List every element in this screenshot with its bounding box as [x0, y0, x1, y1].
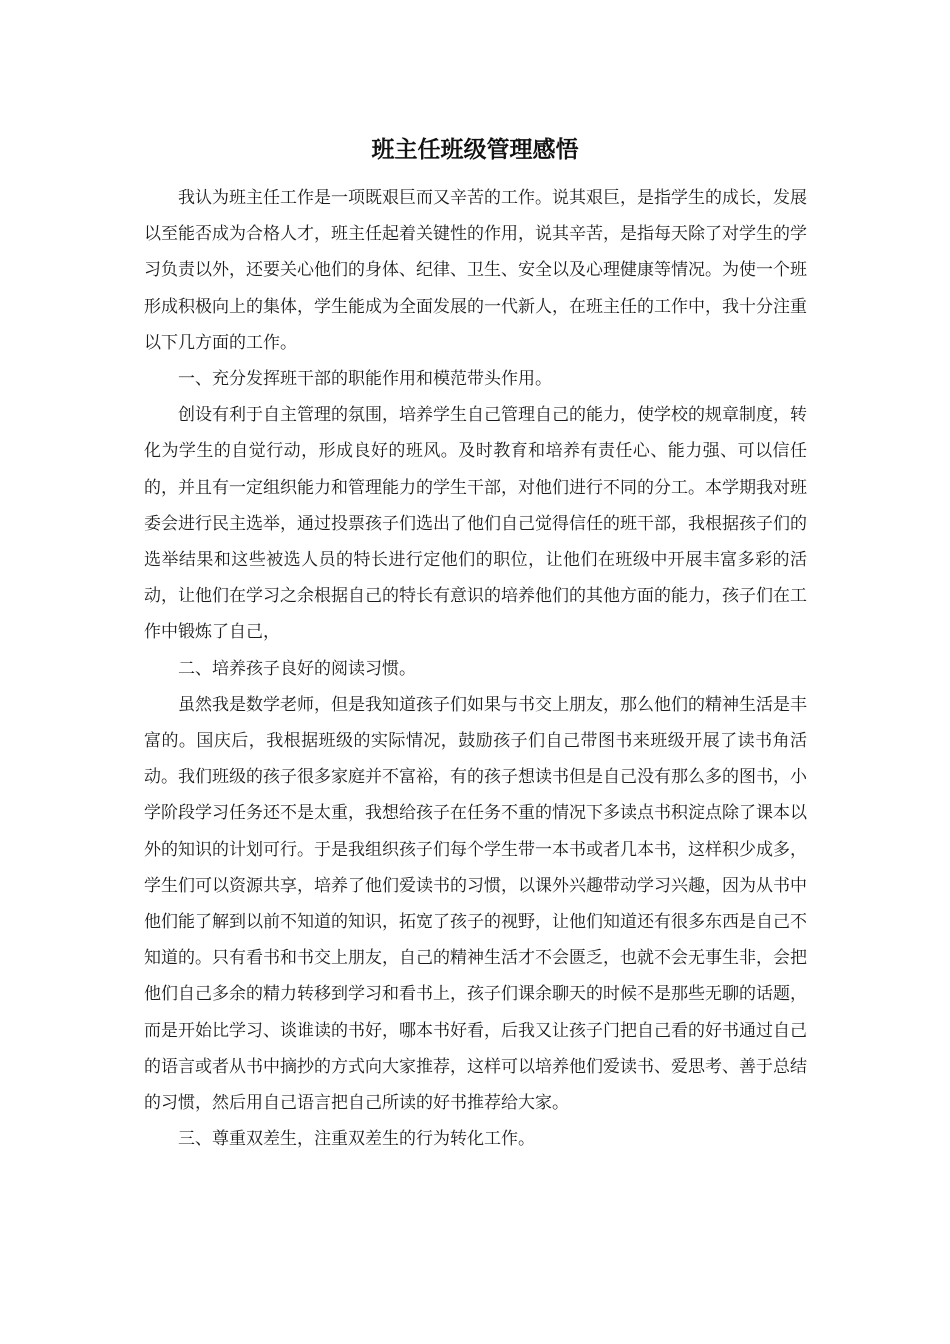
paragraph-section-1: 创设有利于自主管理的氛围，培养学生自己管理自己的能力，使学校的规章制度，转化为学生的自觉行动，形成良好的班风。及时教育和培养有责任心、能力强、可以信任的，并且有一定组织能力和管理能力的学生干部，对他们进行不同的分工。本学期我对班委会进行民主选举，通过投票孩子们选出了他们自己觉得信任的班干部，我根据孩子们的选举结果和这些被选人员的特长进行定他们的职位，让他们在班级中开展丰富多彩的活动，让他们在学习之余根据自己的特长有意识的培养他们的其他方面的能力，孩子们在工作中锻炼了自己， — [144, 405, 807, 643]
document-body — [144, 180, 807, 1157]
document-title: 班主任班级管理感悟 — [371, 136, 579, 163]
paragraph-intro: 我认为班主任工作是一项既艰巨而又辛苦的工作。说其艰巨，是指学生的成长，发展以至能否成为合格人才，班主任起着关键性的作用，说其辛苦，是指每天除了对学生的学习负责以外，还要关心他们的身体、纪律、卫生、安全以及心理健康等情况。为使一个班形成积极向上的集体，学生能成为全面发展的一代新人，在班主任的工作中，我十分注重以下几方面的工作。 — [144, 188, 807, 353]
section-heading-2: 二、培养孩子良好的阅读习惯。 — [178, 658, 416, 679]
section-heading-3: 三、尊重双差生，注重双差生的行为转化工作。 — [178, 1129, 535, 1150]
section-heading-1: 一、充分发挥班干部的职能作用和模范带头作用。 — [178, 369, 552, 390]
paragraph-section-2: 虽然我是数学老师，但是我知道孩子们如果与书交上朋友，那么他们的精神生活是丰富的。国庆后，我根据班级的实际情况，鼓励孩子们自己带图书来班级开展了读书角活动。我们班级的孩子很多家庭并不富裕，有的孩子想读书但是自己没有那么多的图书，小学阶段学习任务还不是太重，我想给孩子在任务不重的情况下多读点书积淀点除了课本以外的知识的计划可行。于是我组织孩子们每个学生带一本书或者几本书，这样积少成多，学生们可以资源共享，培养了他们爱读书的习惯，以课外兴趣带动学习兴趣，因为从书中他们能了解到以前不知道的知识，拓宽了孩子的视野，让他们知道还有很多东西是自己不知道的。只有看书和书交上朋友，自己的精神生活才不会匮乏，也就不会无事生非，会把他们自己多余的精力转移到学习和看书上，孩子们课余聊天的时候不是那些无聊的话题，而是开始比学习、谈谁读的书好，哪本书好看，后我又让孩子门把自己看的好书通过自己的语言或者从书中摘抄的方式向大家推荐，这样可以培养他们爱读书、爱思考、善于总结的习惯，然后用自己语言把自己所读的好书推荐给大家。 — [144, 694, 807, 1114]
